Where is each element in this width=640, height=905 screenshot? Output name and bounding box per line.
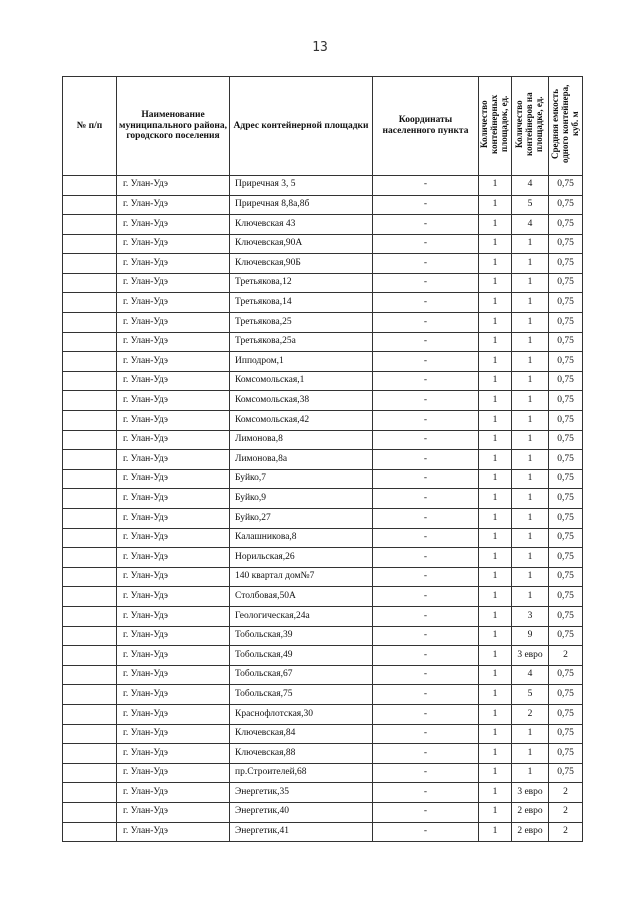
cell-num [63,548,117,568]
cell-address: Комсомольская,38 [230,391,373,411]
cell-num [63,352,117,372]
cell-containers: 4 [512,215,549,235]
cell-capacity: 0,75 [549,763,583,783]
table-row [63,273,583,293]
cell-num [63,509,117,529]
cell-address: Приречная 3, 5 [230,175,373,195]
cell-town: г. Улан-Удэ [117,744,230,764]
table-row [63,469,583,489]
cell-sites: 1 [479,665,512,685]
cell-capacity: 0,75 [549,685,583,705]
cell-num [63,215,117,235]
cell-address: Ключевская,88 [230,744,373,764]
cell-coords: - [373,626,479,646]
table-body [63,175,583,841]
cell-capacity: 0,75 [549,724,583,744]
cell-containers: 1 [512,548,549,568]
cell-town: г. Улан-Удэ [117,567,230,587]
table-row [63,391,583,411]
cell-coords: - [373,606,479,626]
cell-sites: 1 [479,352,512,372]
cell-sites: 1 [479,293,512,313]
cell-containers: 1 [512,430,549,450]
cell-sites: 1 [479,567,512,587]
cell-town: г. Улан-Удэ [117,469,230,489]
table-row [63,626,583,646]
cell-town: г. Улан-Удэ [117,783,230,803]
table-row [63,509,583,529]
cell-sites: 1 [479,626,512,646]
cell-containers: 1 [512,724,549,744]
cell-containers: 1 [512,371,549,391]
cell-containers: 1 [512,332,549,352]
cell-coords: - [373,685,479,705]
cell-address: Третьякова,25а [230,332,373,352]
cell-capacity: 2 [549,783,583,803]
cell-coords: - [373,352,479,372]
cell-containers: 1 [512,469,549,489]
cell-town: г. Улан-Удэ [117,606,230,626]
table-row [63,665,583,685]
cell-sites: 1 [479,685,512,705]
cell-capacity: 0,75 [549,234,583,254]
cell-num [63,273,117,293]
cell-num [63,391,117,411]
cell-town: г. Улан-Удэ [117,587,230,607]
cell-sites: 1 [479,469,512,489]
cell-containers: 2 евро [512,802,549,822]
cell-sites: 1 [479,548,512,568]
cell-sites: 1 [479,430,512,450]
cell-town: г. Улан-Удэ [117,489,230,509]
cell-capacity: 0,75 [549,450,583,470]
cell-num [63,175,117,195]
cell-sites: 1 [479,587,512,607]
cell-address: 140 квартал дом№7 [230,567,373,587]
cell-coords: - [373,587,479,607]
table-row [63,606,583,626]
cell-containers: 1 [512,567,549,587]
table-row [63,587,583,607]
cell-containers: 1 [512,254,549,274]
header-municipality: Наименование муниципального района, городского поселения [117,77,230,176]
cell-num [63,528,117,548]
cell-coords: - [373,273,479,293]
table-row [63,548,583,568]
cell-address: Энергетик,40 [230,802,373,822]
table-row [63,646,583,666]
table-row [63,802,583,822]
cell-address: Тобольская,49 [230,646,373,666]
header-num: № п/п [63,77,117,176]
cell-num [63,646,117,666]
cell-sites: 1 [479,606,512,626]
cell-num [63,724,117,744]
cell-coords: - [373,548,479,568]
cell-capacity: 0,75 [549,391,583,411]
cell-containers: 1 [512,352,549,372]
cell-town: г. Улан-Удэ [117,293,230,313]
cell-capacity: 0,75 [549,489,583,509]
cell-num [63,195,117,215]
cell-sites: 1 [479,254,512,274]
cell-town: г. Улан-Удэ [117,450,230,470]
cell-sites: 1 [479,391,512,411]
cell-town: г. Улан-Удэ [117,175,230,195]
cell-containers: 3 евро [512,646,549,666]
cell-num [63,626,117,646]
table-row [63,293,583,313]
cell-sites: 1 [479,744,512,764]
cell-address: Калашникова,8 [230,528,373,548]
cell-coords: - [373,450,479,470]
cell-coords: - [373,430,479,450]
cell-containers: 2 евро [512,822,549,842]
cell-num [63,763,117,783]
cell-town: г. Улан-Удэ [117,411,230,431]
cell-containers: 1 [512,489,549,509]
header-address: Адрес контейнерной площадки [230,77,373,176]
header-sites-cell [479,77,512,176]
cell-address: Ключевская,90А [230,234,373,254]
cell-containers: 1 [512,528,549,548]
cell-num [63,822,117,842]
table-row [63,313,583,333]
cell-num [63,587,117,607]
table-row [63,744,583,764]
cell-num [63,371,117,391]
cell-coords: - [373,215,479,235]
cell-sites: 1 [479,411,512,431]
cell-containers: 1 [512,744,549,764]
cell-capacity: 0,75 [549,587,583,607]
cell-coords: - [373,254,479,274]
cell-capacity: 0,75 [549,430,583,450]
cell-town: г. Улан-Удэ [117,352,230,372]
cell-capacity: 0,75 [549,704,583,724]
cell-num [63,665,117,685]
cell-coords: - [373,665,479,685]
cell-town: г. Улан-Удэ [117,763,230,783]
cell-coords: - [373,293,479,313]
cell-capacity: 0,75 [549,215,583,235]
header-row [63,77,583,176]
cell-address: Буйко,9 [230,489,373,509]
cell-address: Буйко,27 [230,509,373,529]
table-row [63,704,583,724]
cell-sites: 1 [479,724,512,744]
cell-containers: 1 [512,273,549,293]
table-row [63,783,583,803]
cell-capacity: 0,75 [549,626,583,646]
cell-coords: - [373,528,479,548]
cell-containers: 1 [512,313,549,333]
cell-num [63,744,117,764]
cell-containers: 5 [512,195,549,215]
cell-coords: - [373,234,479,254]
cell-coords: - [373,195,479,215]
cell-num [63,567,117,587]
cell-town: г. Улан-Удэ [117,509,230,529]
cell-containers: 4 [512,665,549,685]
cell-coords: - [373,763,479,783]
cell-coords: - [373,822,479,842]
cell-num [63,685,117,705]
cell-town: г. Улан-Удэ [117,626,230,646]
cell-sites: 1 [479,489,512,509]
header-containers: Количество контейнеров на площадке, ед. [514,92,544,156]
cell-sites: 1 [479,371,512,391]
cell-capacity: 0,75 [549,175,583,195]
cell-coords: - [373,509,479,529]
table-row [63,685,583,705]
cell-town: г. Улан-Удэ [117,391,230,411]
table-row [63,450,583,470]
cell-sites: 1 [479,175,512,195]
table-row [63,254,583,274]
cell-sites: 1 [479,822,512,842]
cell-capacity: 0,75 [549,528,583,548]
cell-address: Ипподром,1 [230,352,373,372]
cell-sites: 1 [479,763,512,783]
table-header [63,77,583,176]
table-row [63,215,583,235]
container-sites-table [62,76,583,842]
cell-capacity: 2 [549,802,583,822]
cell-address: Буйко,7 [230,469,373,489]
cell-town: г. Улан-Удэ [117,802,230,822]
cell-town: г. Улан-Удэ [117,548,230,568]
cell-address: пр.Строителей,68 [230,763,373,783]
page-number: 13 [312,40,328,55]
cell-containers: 1 [512,411,549,431]
cell-containers: 5 [512,685,549,705]
cell-coords: - [373,411,479,431]
cell-town: г. Улан-Удэ [117,273,230,293]
cell-capacity: 0,75 [549,606,583,626]
cell-sites: 1 [479,450,512,470]
cell-sites: 1 [479,646,512,666]
table-row [63,724,583,744]
cell-sites: 1 [479,332,512,352]
cell-capacity: 0,75 [549,548,583,568]
table-row [63,371,583,391]
cell-capacity: 0,75 [549,293,583,313]
cell-num [63,469,117,489]
cell-address: Ключевская,90Б [230,254,373,274]
cell-town: г. Улан-Удэ [117,313,230,333]
cell-town: г. Улан-Удэ [117,371,230,391]
cell-town: г. Улан-Удэ [117,665,230,685]
cell-address: Тобольская,39 [230,626,373,646]
cell-town: г. Улан-Удэ [117,528,230,548]
cell-containers: 9 [512,626,549,646]
cell-coords: - [373,724,479,744]
cell-capacity: 0,75 [549,411,583,431]
table-row [63,234,583,254]
cell-coords: - [373,646,479,666]
cell-sites: 1 [479,509,512,529]
cell-coords: - [373,489,479,509]
cell-address: Энергетик,35 [230,783,373,803]
cell-capacity: 0,75 [549,665,583,685]
table-row [63,430,583,450]
cell-capacity: 0,75 [549,567,583,587]
cell-address: Лимонова,8а [230,450,373,470]
cell-sites: 1 [479,802,512,822]
cell-address: Комсомольская,1 [230,371,373,391]
cell-num [63,489,117,509]
header-coords: Координаты населенного пункта [373,77,479,176]
cell-coords: - [373,313,479,333]
table-row [63,352,583,372]
cell-num [63,411,117,431]
cell-town: г. Улан-Удэ [117,646,230,666]
cell-containers: 1 [512,450,549,470]
table-row [63,332,583,352]
cell-address: Комсомольская,42 [230,411,373,431]
cell-address: Третьякова,12 [230,273,373,293]
cell-coords: - [373,704,479,724]
cell-num [63,704,117,724]
table-row [63,175,583,195]
cell-containers: 1 [512,293,549,313]
cell-num [63,802,117,822]
cell-sites: 1 [479,195,512,215]
cell-coords: - [373,783,479,803]
table-row [63,489,583,509]
cell-town: г. Улан-Удэ [117,430,230,450]
cell-sites: 1 [479,273,512,293]
cell-capacity: 0,75 [549,371,583,391]
cell-containers: 1 [512,391,549,411]
cell-num [63,783,117,803]
cell-address: Ключевская 43 [230,215,373,235]
cell-sites: 1 [479,215,512,235]
cell-town: г. Улан-Удэ [117,195,230,215]
cell-coords: - [373,469,479,489]
cell-capacity: 0,75 [549,273,583,293]
cell-coords: - [373,567,479,587]
table-row [63,195,583,215]
cell-coords: - [373,391,479,411]
cell-capacity: 0,75 [549,469,583,489]
cell-capacity: 2 [549,822,583,842]
cell-address: Третьякова,25 [230,313,373,333]
cell-capacity: 0,75 [549,195,583,215]
cell-num [63,313,117,333]
cell-address: Энергетик,41 [230,822,373,842]
cell-num [63,254,117,274]
table-row [63,411,583,431]
table-row [63,567,583,587]
cell-sites: 1 [479,783,512,803]
cell-address: Геологическая,24а [230,606,373,626]
cell-num [63,293,117,313]
cell-coords: - [373,802,479,822]
cell-town: г. Улан-Удэ [117,332,230,352]
header-containers-cell [512,77,549,176]
cell-town: г. Улан-Удэ [117,254,230,274]
cell-num [63,234,117,254]
cell-num [63,332,117,352]
cell-capacity: 0,75 [549,744,583,764]
cell-num [63,430,117,450]
cell-town: г. Улан-Удэ [117,822,230,842]
header-capacity-cell [549,77,583,176]
cell-capacity: 0,75 [549,332,583,352]
cell-containers: 3 [512,606,549,626]
cell-address: Тобольская,75 [230,685,373,705]
cell-containers: 1 [512,587,549,607]
cell-coords: - [373,175,479,195]
cell-coords: - [373,744,479,764]
cell-num [63,450,117,470]
cell-address: Норильская,26 [230,548,373,568]
cell-address: Лимонова,8 [230,430,373,450]
cell-coords: - [373,332,479,352]
cell-address: Тобольская,67 [230,665,373,685]
header-sites: Количество контейнерных площадок, ед. [479,94,509,154]
cell-containers: 3 евро [512,783,549,803]
cell-containers: 1 [512,763,549,783]
cell-coords: - [373,371,479,391]
table-row [63,822,583,842]
table-row [63,763,583,783]
cell-address: Ключевская,84 [230,724,373,744]
cell-town: г. Улан-Удэ [117,724,230,744]
cell-capacity: 2 [549,646,583,666]
cell-address: Приречная 8,8а,8б [230,195,373,215]
cell-num [63,606,117,626]
header-capacity: Средняя емкость одного контейнера, куб. м [549,84,580,164]
cell-containers: 1 [512,234,549,254]
cell-containers: 4 [512,175,549,195]
cell-containers: 2 [512,704,549,724]
cell-sites: 1 [479,528,512,548]
cell-sites: 1 [479,704,512,724]
table-row [63,528,583,548]
cell-capacity: 0,75 [549,352,583,372]
cell-town: г. Улан-Удэ [117,704,230,724]
cell-address: Столбовая,50А [230,587,373,607]
cell-address: Третьякова,14 [230,293,373,313]
cell-town: г. Улан-Удэ [117,685,230,705]
cell-capacity: 0,75 [549,254,583,274]
cell-address: Краснофлотская,30 [230,704,373,724]
cell-sites: 1 [479,234,512,254]
cell-capacity: 0,75 [549,509,583,529]
cell-containers: 1 [512,509,549,529]
cell-town: г. Улан-Удэ [117,215,230,235]
cell-sites: 1 [479,313,512,333]
cell-capacity: 0,75 [549,313,583,333]
cell-town: г. Улан-Удэ [117,234,230,254]
